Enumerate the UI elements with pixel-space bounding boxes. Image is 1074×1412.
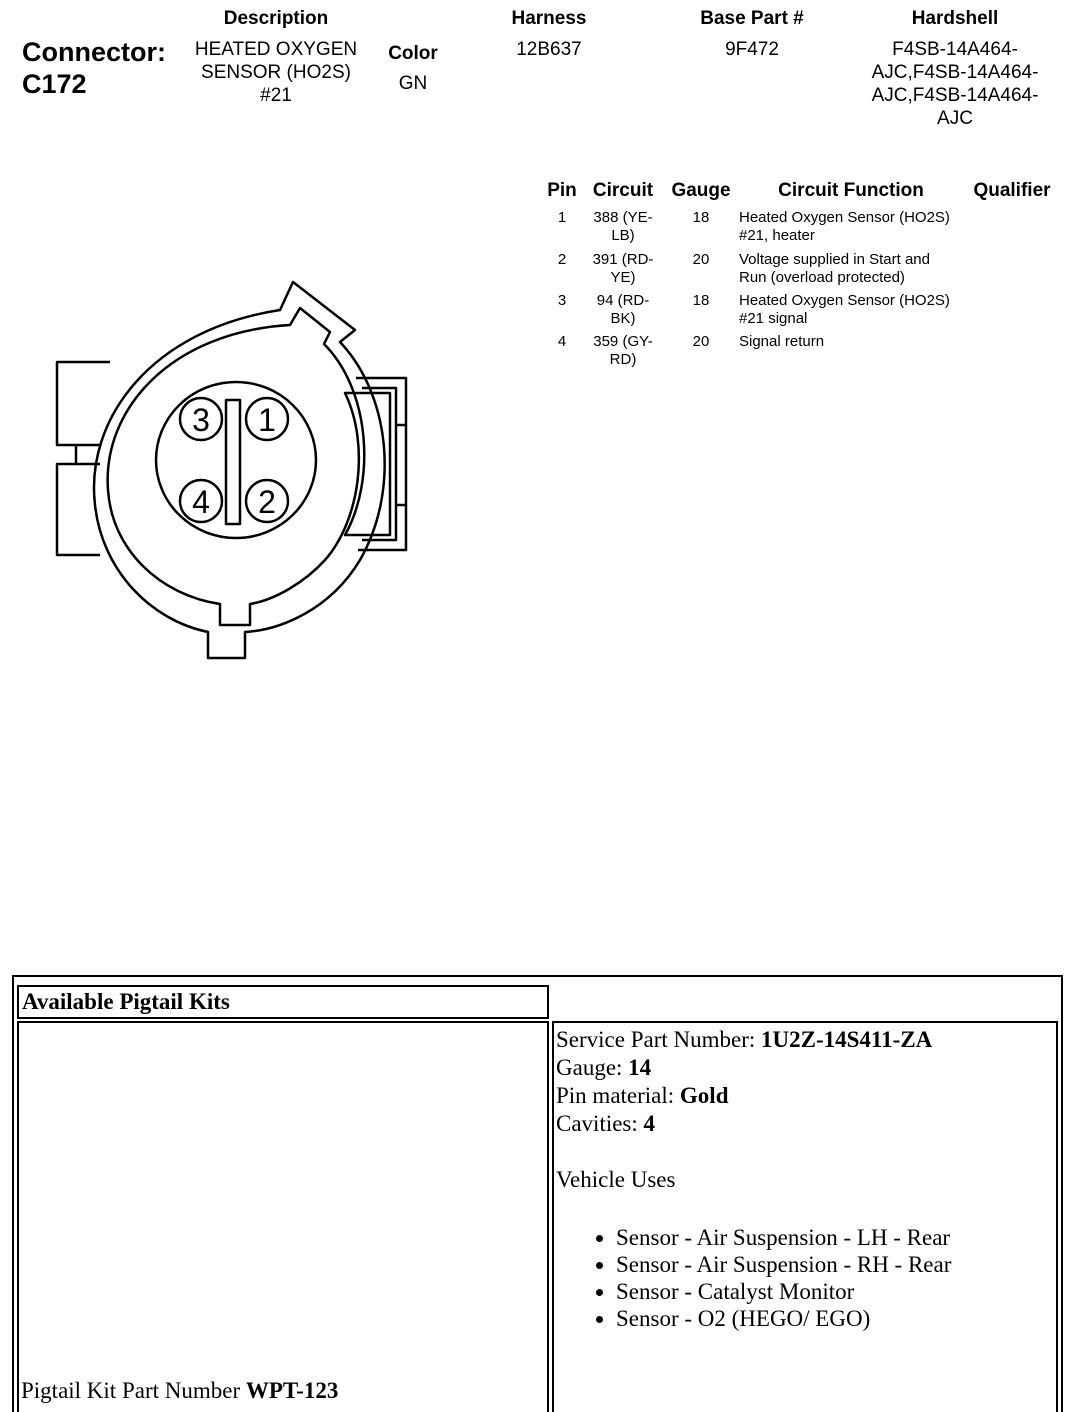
base-part-value: 9F472 [725, 39, 779, 60]
connector-face-diagram [40, 270, 420, 670]
circuit-cell: 391 (RD- YE) [592, 251, 654, 286]
function-cell: Voltage supplied in Start and Run (overload protected) [739, 251, 930, 286]
gauge-cell: 18 [692, 292, 710, 309]
col-qualifier-header: Qualifier [973, 180, 1051, 201]
pigtail-kit-number: WPT-123 [245, 1378, 339, 1403]
function-cell: Heated Oxygen Sensor (HO2S) #21, heater [739, 209, 950, 244]
pin-label-1: 1 [258, 402, 276, 438]
pin-cell: 1 [557, 209, 567, 226]
circuit-cell: 359 (GY- RD) [593, 333, 653, 368]
list-item: • Sensor - Air Suspension - RH - Rear [616, 1251, 1056, 1278]
col-function-header: Circuit Function [778, 180, 924, 201]
harness-header: Harness [511, 8, 587, 29]
vehicle-uses-title: Vehicle Uses [556, 1167, 676, 1192]
col-gauge-header: Gauge [671, 180, 731, 201]
circuit-cell: 94 (RD- BK) [596, 292, 650, 327]
base-part-header: Base Part # [700, 8, 804, 29]
left-upper-tab [57, 362, 110, 445]
hardshell-header: Hardshell [911, 8, 999, 29]
pigtail-details-cell [552, 1021, 1058, 1412]
cavities-line: Cavities: 4 [556, 1111, 656, 1136]
list-item: • Sensor - Catalyst Monitor [616, 1278, 1056, 1305]
pigtail-kit-part: Pigtail Kit Part Number WPT-123 [21, 1378, 339, 1403]
color-header: Color [388, 43, 438, 64]
circuit-cell: 388 (YE- LB) [593, 209, 653, 244]
pin-label-2: 2 [258, 484, 276, 520]
gauge-line: Gauge: 14 [556, 1055, 652, 1080]
hardshell-value: F4SB-14A464- AJC,F4SB-14A464- AJC,F4SB-14A464- AJC [871, 39, 1039, 129]
pin-cavity-ring [156, 382, 316, 538]
col-pin-header: Pin [547, 180, 577, 201]
function-cell: Signal return [739, 333, 825, 350]
description-value: HEATED OXYGEN SENSOR (HO2S) #21 [194, 39, 358, 106]
list-item: • Sensor - O2 (HEGO/ EGO) [616, 1305, 1056, 1332]
pin-cell: 4 [557, 333, 567, 350]
pin-cell: 3 [557, 292, 567, 309]
col-circuit-header: Circuit [592, 180, 654, 201]
list-item: • Sensor - Air Suspension - LH - Rear [616, 1224, 1056, 1251]
vehicle-uses-list [554, 1224, 1056, 1332]
function-cell: Heated Oxygen Sensor (HO2S) #21 signal [739, 292, 950, 327]
gauge-cell: 20 [692, 251, 710, 268]
color-value: GN [398, 73, 428, 94]
center-key [226, 400, 240, 524]
pigtail-title: Available Pigtail Kits [22, 989, 230, 1014]
pin-label-4: 4 [192, 484, 210, 520]
harness-value: 12B637 [516, 39, 582, 60]
connector-id: C172 [22, 69, 87, 99]
pin-cell: 2 [557, 251, 567, 268]
pin-material-line: Pin material: Gold [556, 1083, 729, 1108]
pigtail-kit-cell [17, 1021, 549, 1412]
pigtail-title-cell [17, 985, 549, 1019]
service-part-number: Service Part Number: 1U2Z-14S411-ZA [556, 1027, 933, 1052]
gauge-cell: 18 [692, 209, 710, 226]
description-header: Description [223, 8, 329, 29]
pin-label-3: 3 [192, 402, 210, 438]
connector-label: Connector: C172 [22, 37, 166, 99]
gauge-cell: 20 [692, 333, 710, 350]
